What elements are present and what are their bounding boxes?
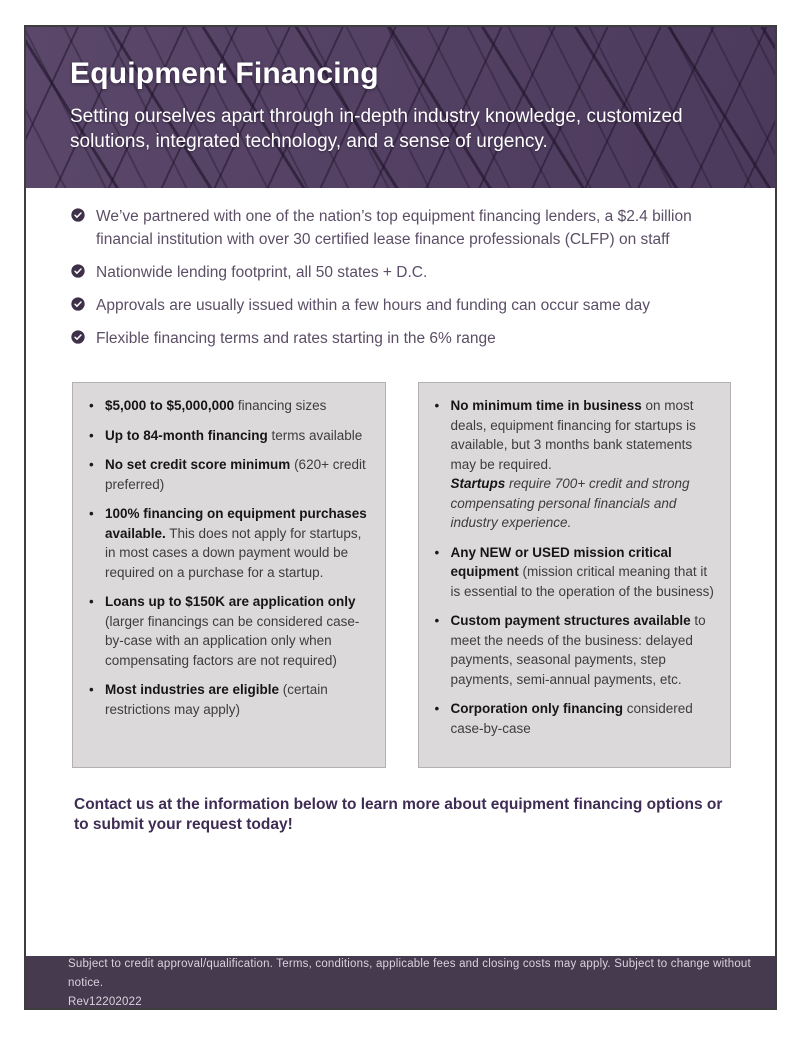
item-segment: Custom payment structures available xyxy=(450,613,691,628)
box-list-item xyxy=(431,699,721,738)
item-segment: to meet the needs of the business: delayed payments, seasonal payments, step payments, semi-annual payments, etc. xyxy=(450,613,706,687)
box-item-text xyxy=(105,594,359,668)
box-item-text xyxy=(451,545,714,599)
right-box-list xyxy=(431,396,721,738)
header-banner xyxy=(26,27,775,188)
contact-cta: Contact us at the information below to learn more about equipment financing options or to submit your request today! xyxy=(74,796,723,833)
item-segment: (certain restrictions may apply) xyxy=(105,682,328,717)
intro-bullet-text: We’ve partnered with one of the nation’s top equipment financing lenders, a $2.4 billion financial institution with over 30 certified lease finance professionals (CLFP) on staff xyxy=(96,208,692,248)
box-list-item xyxy=(85,396,375,416)
check-circle-icon xyxy=(71,208,85,222)
item-segment: require 700+ credit and strong compensating personal financials and industry experience. xyxy=(450,476,690,530)
item-segment: financing sizes xyxy=(234,398,327,413)
item-segment: Loans up to $150K are application only xyxy=(105,594,356,609)
check-circle-icon xyxy=(71,330,85,344)
item-segment: (larger financings can be considered case-by-case with an application only when compensating factors are not required) xyxy=(105,613,360,668)
item-segment: Most industries are eligible xyxy=(105,682,280,697)
box-item-text xyxy=(105,457,366,492)
intro-bullets xyxy=(26,188,775,360)
footer-revision: Rev12202022 xyxy=(68,995,142,1008)
item-segment: on most deals, equipment financing for startups is available, but 3 months bank statements may be required. xyxy=(450,398,696,472)
item-segment: considered case-by-case xyxy=(450,701,693,736)
left-box-list xyxy=(85,396,375,719)
footer-bar xyxy=(26,956,775,1008)
bullet-dot-icon: • xyxy=(89,682,94,697)
item-segment: No minimum time in business xyxy=(450,398,642,413)
box-list-item xyxy=(431,543,721,602)
intro-bullet-text: Nationwide lending footprint, all 50 states + D.C. xyxy=(96,264,428,281)
intro-bullet xyxy=(71,261,747,284)
check-circle-icon xyxy=(71,297,85,311)
bullet-dot-icon: • xyxy=(89,427,94,443)
box-list-item xyxy=(85,504,375,582)
feature-boxes-row xyxy=(72,382,731,768)
item-segment: terms available xyxy=(267,427,363,443)
item-segment: No set credit score minimum xyxy=(105,457,291,472)
features-left-box xyxy=(72,382,386,768)
box-list-item xyxy=(85,592,375,670)
box-item-text xyxy=(451,701,693,736)
intro-bullet-text: Approvals are usually issued within a few hours and funding can occur same day xyxy=(96,297,651,314)
bullet-dot-icon: • xyxy=(434,398,440,413)
bullet-dot-icon: • xyxy=(89,594,94,609)
box-item-text xyxy=(451,613,706,687)
bullet-dot-icon: • xyxy=(89,506,94,521)
intro-bullet xyxy=(71,327,747,350)
intro-bullet xyxy=(71,294,747,317)
box-item-text xyxy=(105,428,362,443)
item-segment: Any NEW or USED mission critical equipment xyxy=(450,544,672,579)
features-right-box xyxy=(418,382,732,768)
item-segment: $5,000 to $5,000,000 xyxy=(105,398,235,413)
item-segment: 100% financing on equipment purchases available. xyxy=(105,506,367,541)
box-item-text xyxy=(105,682,328,717)
bullet-dot-icon: • xyxy=(434,701,440,716)
box-list-item xyxy=(431,396,721,533)
intro-bullet xyxy=(71,205,747,251)
bullet-dot-icon: • xyxy=(434,544,440,560)
intro-bullet-text: Flexible financing terms and rates starting in the 6% range xyxy=(96,330,496,347)
item-segment: Startups xyxy=(450,476,506,491)
box-item-text xyxy=(105,506,367,580)
box-list-item xyxy=(85,680,375,719)
page-subtitle: Setting ourselves apart through in-depth industry knowledge, customized solutions, integrated technology, and a sense of urgency. xyxy=(70,106,683,152)
check-circle-icon xyxy=(71,264,85,278)
bullet-dot-icon: • xyxy=(89,457,94,472)
box-list-item xyxy=(431,611,721,689)
box-item-text xyxy=(105,398,326,413)
item-segment: This does not apply for startups, in most cases a down payment would be required on a purchase for a startup. xyxy=(105,525,362,580)
page-title: Equipment Financing xyxy=(70,57,379,90)
item-segment: Up to 84-month financing xyxy=(105,427,268,443)
item-segment: (mission critical meaning that it is essential to the operation of the business) xyxy=(450,564,714,599)
box-item-text xyxy=(451,398,696,530)
box-list-item xyxy=(85,455,375,494)
box-list-item xyxy=(85,426,375,446)
item-segment: (620+ credit preferred) xyxy=(105,457,366,492)
bullet-dot-icon: • xyxy=(89,398,94,413)
item-segment: Corporation only financing xyxy=(450,701,623,716)
flyer-page xyxy=(24,25,777,1010)
bullet-dot-icon: • xyxy=(434,613,440,628)
footer-disclaimer: Subject to credit approval/qualification. Terms, conditions, applicable fees and closing costs may apply. Subject to change without notice. xyxy=(68,957,751,989)
